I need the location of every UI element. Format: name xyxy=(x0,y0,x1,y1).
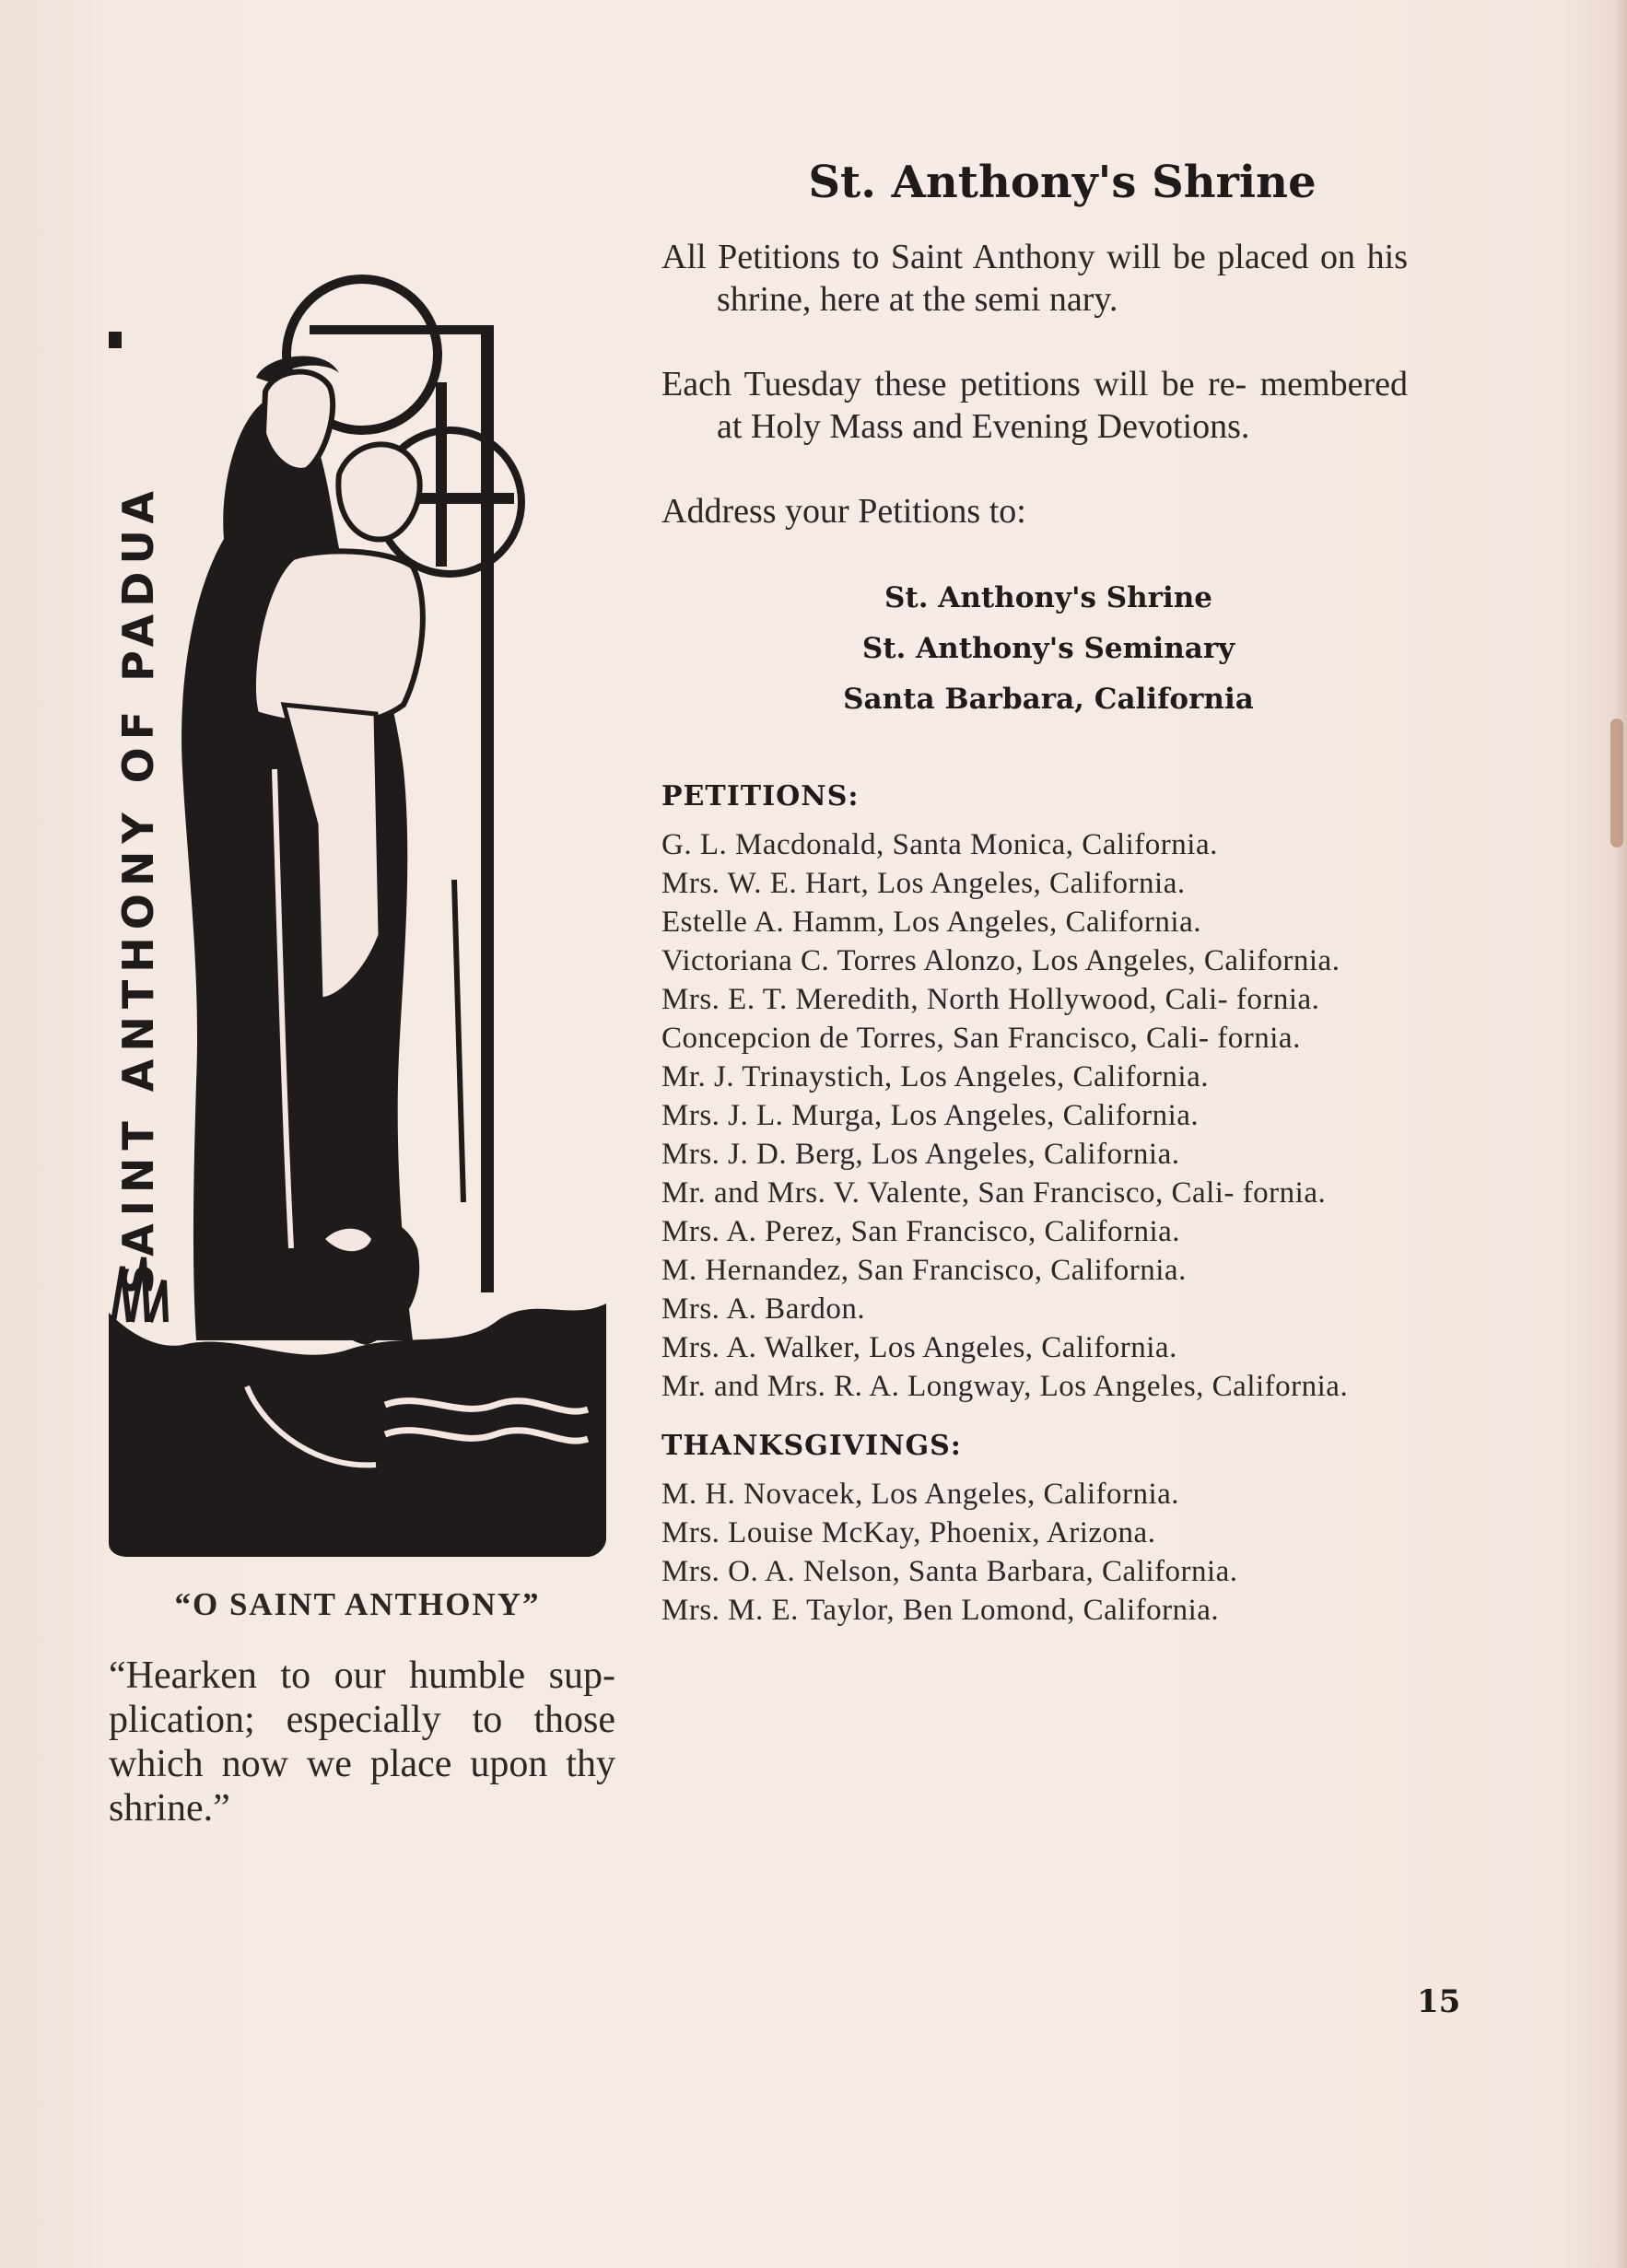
list-item: Mrs. Louise McKay, Phoenix, Arizona. xyxy=(661,1516,1156,1549)
list-item: M. H. Novacek, Los Angeles, California. xyxy=(661,1478,1180,1511)
illustration-caption: “O SAINT ANTHONY” xyxy=(174,1586,541,1622)
page-title: St. Anthony's Shrine xyxy=(808,157,1317,208)
list-item: Mrs. A. Perez, San Francisco, California. xyxy=(661,1215,1181,1248)
paper-stain xyxy=(1610,719,1623,848)
address-line: St. Anthony's Seminary xyxy=(861,632,1235,665)
list-item: Mr. J. Trinaystich, Los Angeles, California. xyxy=(661,1060,1209,1093)
petitions-heading: PETITIONS: xyxy=(661,780,860,813)
petitions-list xyxy=(661,825,1408,1406)
address-line: St. Anthony's Shrine xyxy=(884,581,1212,614)
paragraph-petitions-placed: All Petitions to Saint Anthony will be placed on his shrine, here at the semi nary. xyxy=(661,238,1408,319)
list-item: Mrs. J. D. Berg, Los Angeles, California. xyxy=(661,1138,1180,1171)
list-item: Mr. and Mrs. R. A. Longway, Los Angeles, California. xyxy=(661,1370,1349,1403)
paragraph-tuesday-mass: Each Tuesday these petitions will be re- membered at Holy Mass and Evening Devotions. xyxy=(661,365,1408,446)
thanksgivings-list xyxy=(661,1475,1408,1630)
list-item: Mrs. W. E. Hart, Los Angeles, California. xyxy=(661,867,1186,900)
list-item: Mrs. E. T. Meredith, North Hollywood, Cali- fornia. xyxy=(661,983,1320,1016)
list-item: Victoriana C. Torres Alonzo, Los Angeles, California. xyxy=(661,944,1340,977)
list-item: Mrs. A. Bardon. xyxy=(661,1292,866,1326)
list-item: Mr. and Mrs. V. Valente, San Francisco, Cali- fornia. xyxy=(661,1176,1327,1210)
address-line: Santa Barbara, California xyxy=(843,683,1254,716)
list-item: Concepcion de Torres, San Francisco, Cali- fornia. xyxy=(661,1022,1301,1055)
page-spine-edge xyxy=(1614,0,1627,2268)
illustration-quote: “Hearken to our humble sup- plication; especially to those which now we place upon thy shrine.” xyxy=(109,1654,615,1830)
list-item: Mrs. O. A. Nelson, Santa Barbara, California. xyxy=(661,1555,1238,1588)
list-item: G. L. Macdonald, Santa Monica, California. xyxy=(661,828,1218,861)
list-item: Estelle A. Hamm, Los Angeles, California. xyxy=(661,906,1201,939)
list-item: Mrs. M. E. Taylor, Ben Lomond, California. xyxy=(661,1594,1220,1627)
list-item: Mrs. J. L. Murga, Los Angeles, California. xyxy=(661,1099,1200,1132)
saint-anthony-of-padua-vertical-text: SAINT ANTHONY OF PADUA xyxy=(113,484,163,1294)
list-item: M. Hernandez, San Francisco, California. xyxy=(661,1254,1187,1287)
saint-anthony-woodcut-illustration xyxy=(109,272,606,1557)
paragraph-address-intro: Address your Petitions to: xyxy=(661,492,1026,531)
list-item: Mrs. A. Walker, Los Angeles, California. xyxy=(661,1331,1177,1364)
page-number: 15 xyxy=(1417,1983,1461,2020)
thanksgivings-heading: THANKSGIVINGS: xyxy=(661,1430,962,1462)
shrine-notice-column xyxy=(661,157,1408,1654)
mailing-address xyxy=(661,573,1408,725)
